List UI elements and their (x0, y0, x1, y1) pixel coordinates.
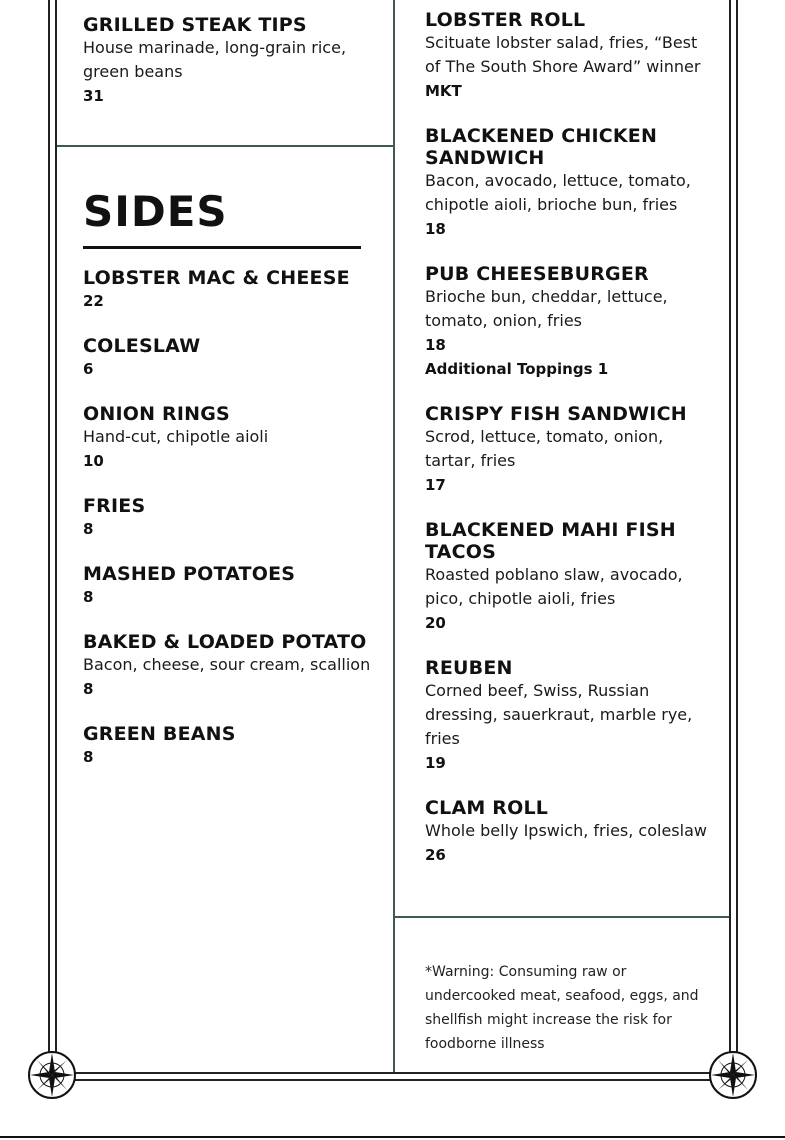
frame-bottom-outer (74, 1079, 712, 1081)
section-rule (83, 246, 361, 249)
item-description: Scrod, lettuce, tomato, onion, tartar, fries (425, 427, 664, 470)
item-price: 20 (425, 614, 446, 632)
item-description: Hand-cut, chipotle aioli (83, 427, 269, 446)
frame-left-outer (48, 0, 50, 1060)
frame-right-inner (729, 0, 731, 1060)
item-extra: Additional Toppings 1 (425, 360, 609, 378)
item-price: 19 (425, 754, 446, 772)
menu-item (425, 403, 715, 497)
item-price: 26 (425, 846, 446, 864)
item-name: GREEN BEANS (83, 723, 236, 745)
item-name: REUBEN (425, 657, 513, 679)
item-description: Corned beef, Swiss, Russian dressing, sauerkraut, marble rye, fries (425, 681, 693, 748)
item-price: 17 (425, 476, 446, 494)
menu-item (83, 14, 373, 108)
menu-item (83, 631, 373, 701)
sides-section (83, 188, 373, 791)
menu-item (425, 519, 715, 635)
item-name: COLESLAW (83, 335, 201, 357)
item-name: BLACKENED MAHI FISH TACOS (425, 519, 676, 563)
menu-item (83, 403, 373, 473)
section-title: SIDES (83, 187, 228, 236)
menu-item (425, 657, 715, 775)
frame-left-inner (55, 0, 57, 1060)
menu-item (425, 125, 715, 241)
menu-item (83, 723, 373, 769)
item-price: MKT (425, 82, 462, 100)
item-price: 8 (83, 748, 94, 766)
item-price: 31 (83, 87, 104, 105)
item-name: ONION RINGS (83, 403, 230, 425)
menu-item (83, 267, 373, 313)
item-price: 8 (83, 588, 94, 606)
right-items-section (425, 9, 715, 889)
item-name: CLAM ROLL (425, 797, 549, 819)
menu-item (83, 495, 373, 541)
item-name: GRILLED STEAK TIPS (83, 14, 307, 36)
item-description: Roasted poblano slaw, avocado, pico, chipotle aioli, fries (425, 565, 683, 608)
right-section-divider (394, 916, 729, 918)
column-divider (393, 0, 395, 1072)
menu-item (83, 335, 373, 381)
item-description: Bacon, cheese, sour cream, scallion (83, 655, 371, 674)
menu-item (83, 563, 373, 609)
item-description: House marinade, long-grain rice, green beans (83, 38, 347, 81)
item-name: CRISPY FISH SANDWICH (425, 403, 687, 425)
compass-rose-icon (27, 1050, 77, 1100)
item-price: 10 (83, 452, 104, 470)
item-name: LOBSTER ROLL (425, 9, 586, 31)
item-price: 6 (83, 360, 94, 378)
item-name: PUB CHEESEBURGER (425, 263, 649, 285)
item-name: LOBSTER MAC & CHEESE (83, 267, 350, 289)
page-bottom-line (0, 1136, 785, 1138)
compass-rose-icon (708, 1050, 758, 1100)
frame-bottom-inner (74, 1072, 712, 1074)
item-name: MASHED POTATOES (83, 563, 296, 585)
allergen-warning: *Warning: Consuming raw or undercooked meat, seafood, eggs, and shellfish might increase the risk for foodborne illness (425, 964, 699, 1052)
item-name: BLACKENED CHICKEN SANDWICH (425, 125, 658, 169)
item-name: FRIES (83, 495, 146, 517)
item-price: 8 (83, 680, 94, 698)
item-description: Whole belly Ipswich, fries, coleslaw (425, 821, 707, 840)
frame-right-outer (736, 0, 738, 1060)
menu-item (425, 9, 715, 103)
item-price: 18 (425, 336, 446, 354)
item-description: Bacon, avocado, lettuce, tomato, chipotle aioli, brioche bun, fries (425, 171, 691, 214)
menu-item (425, 263, 715, 381)
item-description: Brioche bun, cheddar, lettuce, tomato, onion, fries (425, 287, 668, 330)
item-description: Scituate lobster salad, fries, “Best of The South Shore Award” winner (425, 33, 701, 76)
item-price: 22 (83, 292, 104, 310)
menu-item (425, 797, 715, 867)
left-top-section (83, 14, 373, 130)
item-name: BAKED & LOADED POTATO (83, 631, 367, 653)
item-price: 18 (425, 220, 446, 238)
item-price: 8 (83, 520, 94, 538)
left-section-divider (57, 145, 394, 147)
